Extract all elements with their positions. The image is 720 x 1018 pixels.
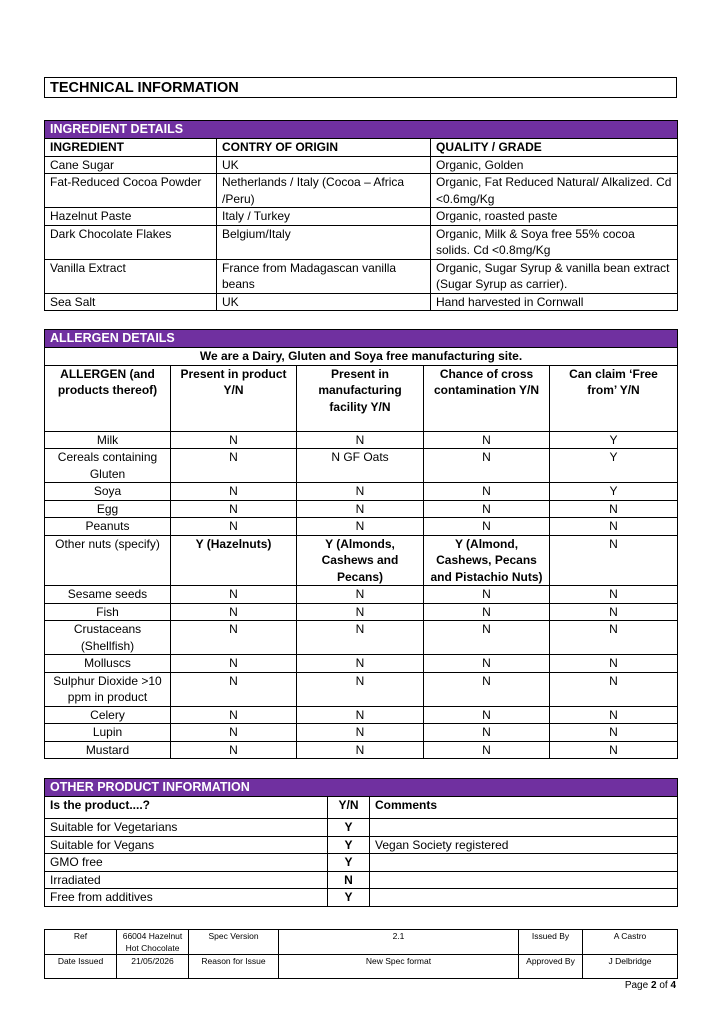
allergen-value-cell: N — [297, 500, 424, 518]
ingredient-cell: Sea Salt — [45, 293, 217, 311]
comment-cell: Vegan Society registered — [370, 836, 678, 854]
free-from-header: Can claim ‘Free from’ Y/N — [550, 365, 678, 431]
ingredient-cell: Dark Chocolate Flakes — [45, 225, 217, 259]
allergen-value-cell: N — [171, 449, 297, 483]
allergen-name-cell: Cereals containing Gluten — [45, 449, 171, 483]
table-row — [45, 741, 678, 759]
ref-value: 66004 Hazelnut Hot Chocolate — [117, 930, 189, 955]
quality-cell: Organic, roasted paste — [431, 208, 678, 226]
allergen-value-cell: N — [171, 655, 297, 673]
comment-cell — [370, 819, 678, 837]
comment-cell — [370, 871, 678, 889]
ingredient-cell: Fat-Reduced Cocoa Powder — [45, 174, 217, 208]
yn-cell: Y — [328, 819, 370, 837]
allergen-value-cell: N — [550, 706, 678, 724]
allergen-value-cell: N — [297, 621, 424, 655]
allergen-name-cell: Soya — [45, 483, 171, 501]
comment-cell — [370, 889, 678, 907]
table-row — [45, 449, 678, 483]
allergen-value-cell: N — [550, 655, 678, 673]
table-row — [45, 706, 678, 724]
date-issued-value: 21/05/2026 — [117, 955, 189, 979]
allergen-value-cell: Y — [550, 449, 678, 483]
allergen-value-cell: N GF Oats — [297, 449, 424, 483]
allergen-value-cell: N — [550, 672, 678, 706]
allergen-value-cell: N — [424, 724, 550, 742]
question-cell: Irradiated — [45, 871, 328, 889]
allergen-value-cell: N — [297, 706, 424, 724]
origin-cell: UK — [217, 293, 431, 311]
table-row — [45, 672, 678, 706]
origin-cell: Belgium/Italy — [217, 225, 431, 259]
allergen-value-cell: N — [424, 621, 550, 655]
origin-cell: Netherlands / Italy (Cocoa – Africa /Peru) — [217, 174, 431, 208]
page-title: TECHNICAL INFORMATION — [44, 77, 677, 98]
ref-label: Ref — [45, 930, 117, 955]
table-row — [45, 500, 678, 518]
table-row — [45, 208, 678, 226]
table-row — [45, 819, 678, 837]
allergen-value-cell: N — [171, 706, 297, 724]
allergen-name-cell: Sesame seeds — [45, 586, 171, 604]
other-product-info-table — [44, 778, 678, 907]
table-row — [45, 518, 678, 536]
allergen-value-cell: N — [424, 706, 550, 724]
allergen-details-table — [44, 329, 678, 759]
quality-cell: Organic, Fat Reduced Natural/ Alkalized. Cd <0.6mg/Kg — [431, 174, 678, 208]
allergen-value-cell: N — [550, 724, 678, 742]
allergen-value-cell: N — [171, 672, 297, 706]
allergen-value-cell: N — [171, 483, 297, 501]
allergen-value-cell: N — [297, 483, 424, 501]
other-section-title: OTHER PRODUCT INFORMATION — [45, 779, 678, 797]
quality-cell: Hand harvested in Cornwall — [431, 293, 678, 311]
question-cell: Suitable for Vegans — [45, 836, 328, 854]
allergen-value-cell: N — [171, 500, 297, 518]
table-row — [45, 871, 678, 889]
ingredient-cell: Cane Sugar — [45, 156, 217, 174]
allergen-name-cell: Peanuts — [45, 518, 171, 536]
table-row — [45, 854, 678, 872]
allergen-name-cell: Molluscs — [45, 655, 171, 673]
page-prefix: Page — [624, 980, 649, 991]
comments-header: Comments — [370, 797, 678, 819]
question-cell: GMO free — [45, 854, 328, 872]
allergen-value-cell: N — [424, 449, 550, 483]
allergen-name-cell: Fish — [45, 603, 171, 621]
table-row — [45, 621, 678, 655]
allergen-value-cell: N — [550, 741, 678, 759]
allergen-value-cell: N — [171, 603, 297, 621]
ingredient-cell: Vanilla Extract — [45, 259, 217, 293]
issued-by-label: Issued By — [519, 930, 583, 955]
allergen-value-cell: N — [424, 431, 550, 449]
ingredient-cell: Hazelnut Paste — [45, 208, 217, 226]
allergen-value-cell: Y (Hazelnuts) — [171, 535, 297, 586]
reason-label: Reason for Issue — [189, 955, 279, 979]
quality-cell: Organic, Milk & Soya free 55% cocoa solids. Cd <0.8mg/Kg — [431, 225, 678, 259]
allergen-value-cell: Y (Almonds, Cashews and Pecans) — [297, 535, 424, 586]
origin-cell: UK — [217, 156, 431, 174]
table-row — [45, 225, 678, 259]
allergen-value-cell: N — [424, 603, 550, 621]
allergen-name-cell: Celery — [45, 706, 171, 724]
page-total: 4 — [670, 980, 676, 991]
yn-cell: Y — [328, 889, 370, 907]
reason-value: New Spec format — [279, 955, 519, 979]
issued-by-value: A Castro — [583, 930, 678, 955]
allergen-section-title: ALLERGEN DETAILS — [45, 330, 678, 348]
date-issued-label: Date Issued — [45, 955, 117, 979]
table-row — [45, 431, 678, 449]
allergen-value-cell: N — [424, 741, 550, 759]
approved-by-value: J Delbridge — [583, 955, 678, 979]
table-row — [45, 174, 678, 208]
table-row — [45, 483, 678, 501]
spec-version-value: 2.1 — [279, 930, 519, 955]
allergen-value-cell: N — [424, 672, 550, 706]
allergen-value-cell: Y (Almond, Cashews, Pecans and Pistachio Nuts) — [424, 535, 550, 586]
allergen-value-cell: N — [297, 655, 424, 673]
quality-cell: Organic, Sugar Syrup & vanilla bean extract (Sugar Syrup as carrier). — [431, 259, 678, 293]
present-in-product-header: Present in product Y/N — [171, 365, 297, 431]
document-footer-table — [44, 929, 678, 979]
table-row — [45, 156, 678, 174]
allergen-value-cell: Y — [550, 431, 678, 449]
allergen-value-cell: N — [297, 724, 424, 742]
yn-header: Y/N — [328, 797, 370, 819]
allergen-header: ALLERGEN (and products thereof) — [45, 365, 171, 431]
ingredient-header: INGREDIENT — [45, 139, 217, 157]
table-row — [45, 724, 678, 742]
quality-header: QUALITY / GRADE — [431, 139, 678, 157]
yn-cell: Y — [328, 836, 370, 854]
allergen-value-cell: N — [424, 586, 550, 604]
allergen-value-cell: N — [424, 518, 550, 536]
ingredient-section-title: INGREDIENT DETAILS — [45, 121, 678, 139]
table-row — [45, 293, 678, 311]
allergen-name-cell: Mustard — [45, 741, 171, 759]
allergen-value-cell: N — [550, 500, 678, 518]
allergen-value-cell: N — [424, 483, 550, 501]
page-current: 2 — [650, 980, 657, 991]
table-row — [45, 655, 678, 673]
allergen-value-cell: N — [171, 586, 297, 604]
allergen-value-cell: N — [550, 603, 678, 621]
question-cell: Free from additives — [45, 889, 328, 907]
page-number — [625, 980, 676, 991]
yn-cell: Y — [328, 854, 370, 872]
allergen-name-cell: Crustaceans (Shellfish) — [45, 621, 171, 655]
allergen-value-cell: N — [424, 500, 550, 518]
table-row — [45, 836, 678, 854]
allergen-value-cell: N — [297, 518, 424, 536]
allergen-value-cell: N — [171, 741, 297, 759]
allergen-value-cell: N — [550, 586, 678, 604]
table-row — [45, 535, 678, 586]
allergen-value-cell: N — [297, 586, 424, 604]
question-header: Is the product....? — [45, 797, 328, 819]
allergen-value-cell: N — [171, 724, 297, 742]
cross-contamination-header: Chance of cross contamination Y/N — [424, 365, 550, 431]
allergen-value-cell: N — [171, 621, 297, 655]
origin-header: CONTRY OF ORIGIN — [217, 139, 431, 157]
allergen-name-cell: Sulphur Dioxide >10 ppm in product — [45, 672, 171, 706]
page-of: of — [659, 980, 668, 991]
allergen-value-cell: N — [297, 672, 424, 706]
site-statement: We are a Dairy, Gluten and Soya free manufacturing site. — [45, 348, 678, 366]
ingredient-details-table — [44, 120, 678, 311]
quality-cell: Organic, Golden — [431, 156, 678, 174]
allergen-value-cell: N — [171, 518, 297, 536]
allergen-name-cell: Other nuts (specify) — [45, 535, 171, 586]
allergen-value-cell: N — [297, 741, 424, 759]
allergen-name-cell: Lupin — [45, 724, 171, 742]
spec-version-label: Spec Version — [189, 930, 279, 955]
table-row — [45, 259, 678, 293]
allergen-value-cell: N — [550, 535, 678, 586]
allergen-name-cell: Egg — [45, 500, 171, 518]
allergen-value-cell: Y — [550, 483, 678, 501]
table-row — [45, 603, 678, 621]
allergen-value-cell: N — [297, 431, 424, 449]
allergen-value-cell: N — [550, 621, 678, 655]
present-in-facility-header: Present in manufacturing facility Y/N — [297, 365, 424, 431]
origin-cell: Italy / Turkey — [217, 208, 431, 226]
comment-cell — [370, 854, 678, 872]
origin-cell: France from Madagascan vanilla beans — [217, 259, 431, 293]
approved-by-label: Approved By — [519, 955, 583, 979]
yn-cell: N — [328, 871, 370, 889]
allergen-value-cell: N — [424, 655, 550, 673]
allergen-value-cell: N — [550, 518, 678, 536]
question-cell: Suitable for Vegetarians — [45, 819, 328, 837]
allergen-value-cell: N — [171, 431, 297, 449]
table-row — [45, 889, 678, 907]
table-row — [45, 586, 678, 604]
allergen-value-cell: N — [297, 603, 424, 621]
allergen-name-cell: Milk — [45, 431, 171, 449]
